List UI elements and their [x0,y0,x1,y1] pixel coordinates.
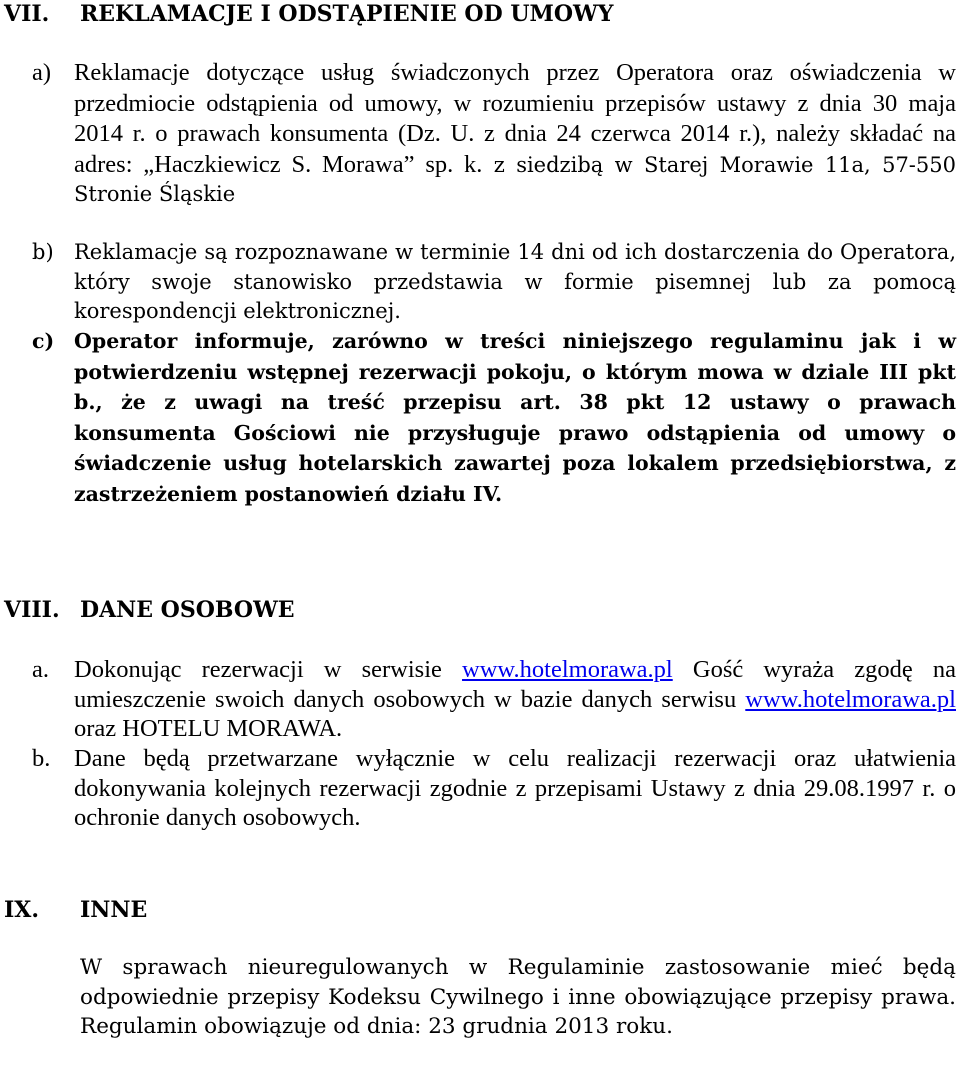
section-title: INNE [80,897,148,923]
item-marker: a) [32,59,52,86]
section-viii-item-b [32,744,956,833]
paragraph-text: W sprawach nieuregulowanych w Regulaminie zastosowanie mieć będą odpowiednie przepisy Kodeksu Cywilnego i inne obowiązujące przepisy prawa. Regulamin obowiązuje od dnia: 23 grudnia 2013 roku. [80,955,956,1039]
item-marker: b) [32,240,54,264]
item-text-serif: Reklamacje dotyczące usług świadczonych przez Operatora oraz oświadczenia w przedmiocie odstąpienia od umowy, w rozumieniu przepisów ustawy z dnia 30 maja 2014 r. o prawach konsumenta (Dz. U. z dnia 24 czerwca 2014 r.), należy składać na adres: „Haczkiewicz S. Morawa” sp. k. [74,59,956,178]
section-ix-heading [4,896,148,924]
section-number: IX. [4,897,40,923]
item-text: Dokonując rezerwacji w serwisie [74,656,463,683]
item-text-rest: z siedzibą w Starej Morawie 11a, 57-550 Stronie Śląskie [74,152,956,206]
section-vii-heading [4,0,614,28]
section-ix-text [80,953,956,1042]
item-marker: c) [32,329,55,353]
section-vii-item-a [32,58,956,210]
section-viii-heading [4,596,295,624]
section-vii-item-c [32,326,956,509]
item-text: Gość wyraża zgodę na umieszczenie swoich danych osobowych w bazie danych serwisu [74,656,956,713]
item-marker: a. [32,656,49,683]
section-vii-item-b [32,238,956,327]
section-viii-item-a [32,655,956,744]
item-text: Dane będą przetwarzane wyłącznie w celu realizacji rezerwacji oraz ułatwienia dokonywania kolejnych rezerwacji zgodnie z przepisami Ustawy z dnia 29.08.1997 r. o ochronie danych osobowych. [74,745,956,831]
item-text: oraz HOTELU MORAWA. [74,715,343,742]
item-text: Reklamacje są rozpoznawane w terminie 14 dni od ich dostarczenia do Operatora, który swoje stanowisko przedstawia w formie pisemnej lub za pomocą korespondencji elektronicznej. [74,240,956,323]
website-link[interactable]: www.hotelmorawa.pl [462,656,673,683]
section-title: DANE OSOBOWE [80,597,295,623]
section-number: VIII. [4,597,60,623]
item-marker: b. [32,745,51,772]
section-title: REKLAMACJE I ODSTĄPIENIE OD UMOWY [80,1,614,27]
website-link[interactable]: www.hotelmorawa.pl [745,685,956,713]
section-number: VII. [4,1,50,27]
item-text: Operator informuje, zarówno w treści niniejszego regulaminu jak i w potwierdzeniu wstępnej rezerwacji pokoju, o którym mowa w dziale III pkt b., że z uwagi na treść przepisu art. 38 pkt 12 ustawy o prawach konsumenta Gościowi nie przysługuje prawo odstąpienia od umowy o świadczenie usług hotelarskich zawartej poza lokalem przedsiębiorstwa, z zastrzeżeniem postanowień działu IV. [74,329,956,506]
